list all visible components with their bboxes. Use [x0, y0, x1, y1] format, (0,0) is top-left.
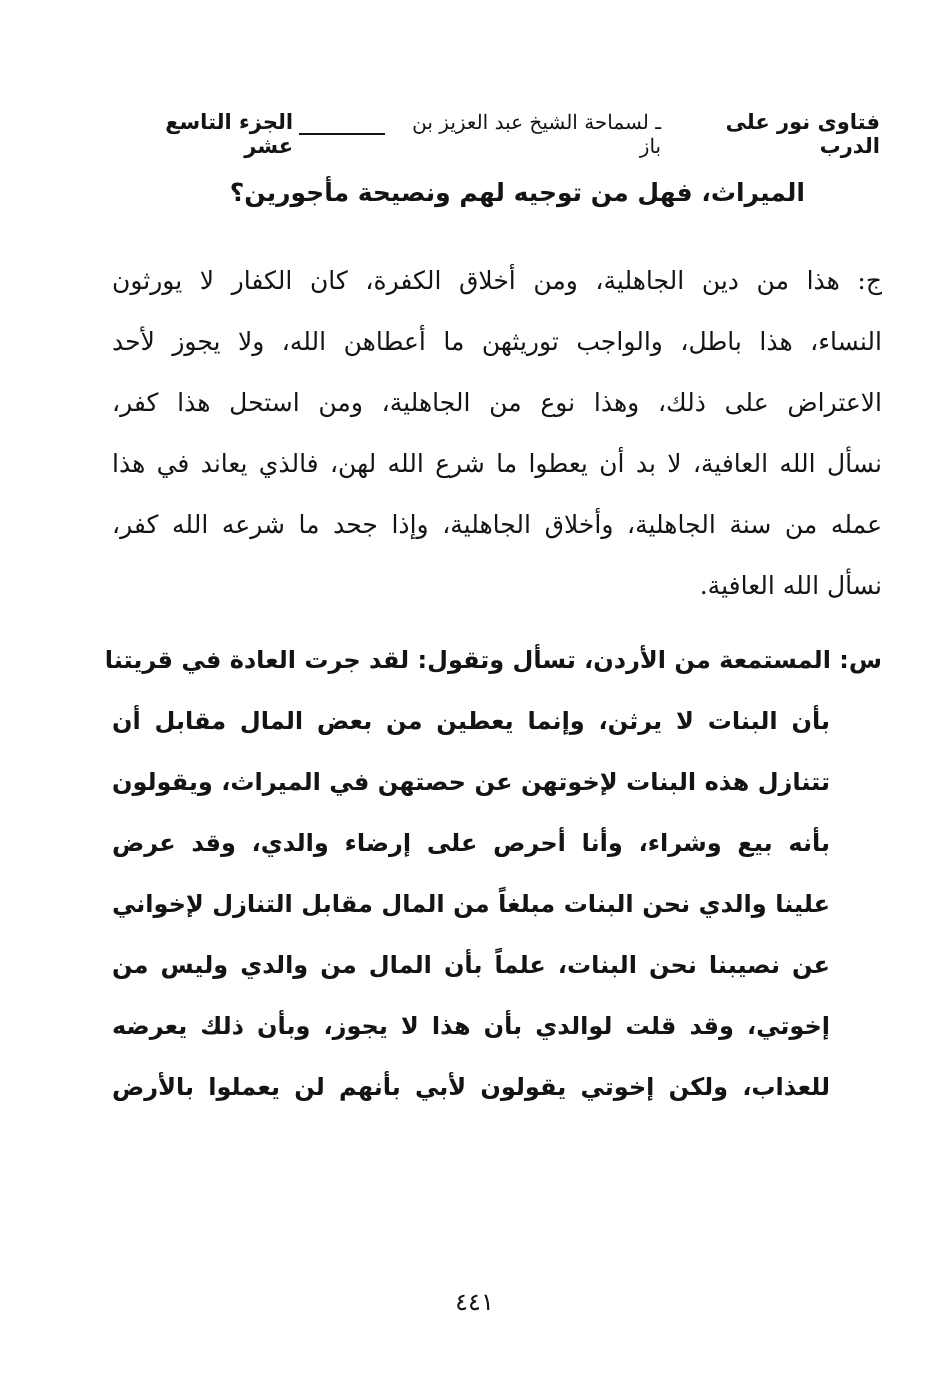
header-right-group: [293, 110, 880, 158]
question-line: بأنه بيع وشراء، وأنا أحرص على إرضاء والدي، وقد عرض: [112, 829, 830, 857]
header-rule: [299, 133, 384, 135]
answer-line: عمله من سنة الجاهلية، وأخلاق الجاهلية، وإذا جحد ما شرعه الله كفر،: [112, 510, 882, 539]
answer-paragraph: [112, 250, 882, 616]
previous-question-tail: الميراث، فهل من توجيه لهم ونصيحة مأجورين؟: [229, 178, 805, 207]
answer-line: نسأل الله العافية.: [699, 571, 882, 600]
question-line: بأن البنات لا يرثن، وإنما يعطين من بعض المال مقابل أن: [112, 707, 830, 735]
book-title: فتاوى نور على الدرب: [725, 110, 880, 158]
running-header: [118, 110, 880, 158]
question-line: تتنازل هذه البنات لإخوتهن عن حصتهن في الميراث، ويقولون: [112, 768, 830, 796]
answer-line: النساء، هذا باطل، والواجب توريثهن ما أعطاهن الله، ولا يجوز لأحد: [112, 327, 882, 356]
answer-line: نسأل الله العافية، لا بد أن يعطوا ما شرع الله لهن، فالذي يعاند في هذا: [112, 449, 882, 478]
page-number: ٤٤١: [455, 1288, 494, 1316]
question-line: عن نصيبنا نحن البنات، علماً بأن المال من والدي وليس من: [112, 951, 830, 979]
answer-line: الاعتراض على ذلك، وهذا نوع من الجاهلية، ومن استحل هذا كفر،: [112, 388, 882, 417]
volume-part: الجزء التاسع عشر: [165, 110, 294, 158]
answer-line: ج: هذا من دين الجاهلية، ومن أخلاق الكفرة، كان الكفار لا يورثون: [112, 266, 882, 295]
question-line: علينا والدي نحن البنات مبلغاً من المال مقابل التنازل لإخواني: [112, 890, 830, 918]
question-line: س: المستمعة من الأردن، تسأل وتقول: لقد جرت العادة في قريتنا: [104, 646, 882, 674]
question-line: للعذاب، ولكن إخوتي يقولون لأبي بأنهم لن يعملوا بالأرض: [112, 1073, 830, 1101]
question-line: إخوتي، وقد قلت لوالدي بأن هذا لا يجوز، وبأن ذلك يعرضه: [112, 1012, 830, 1040]
author-name: ـ لسماحة الشيخ عبد العزيز بن باز: [412, 110, 662, 158]
question-paragraph: [104, 630, 882, 1118]
